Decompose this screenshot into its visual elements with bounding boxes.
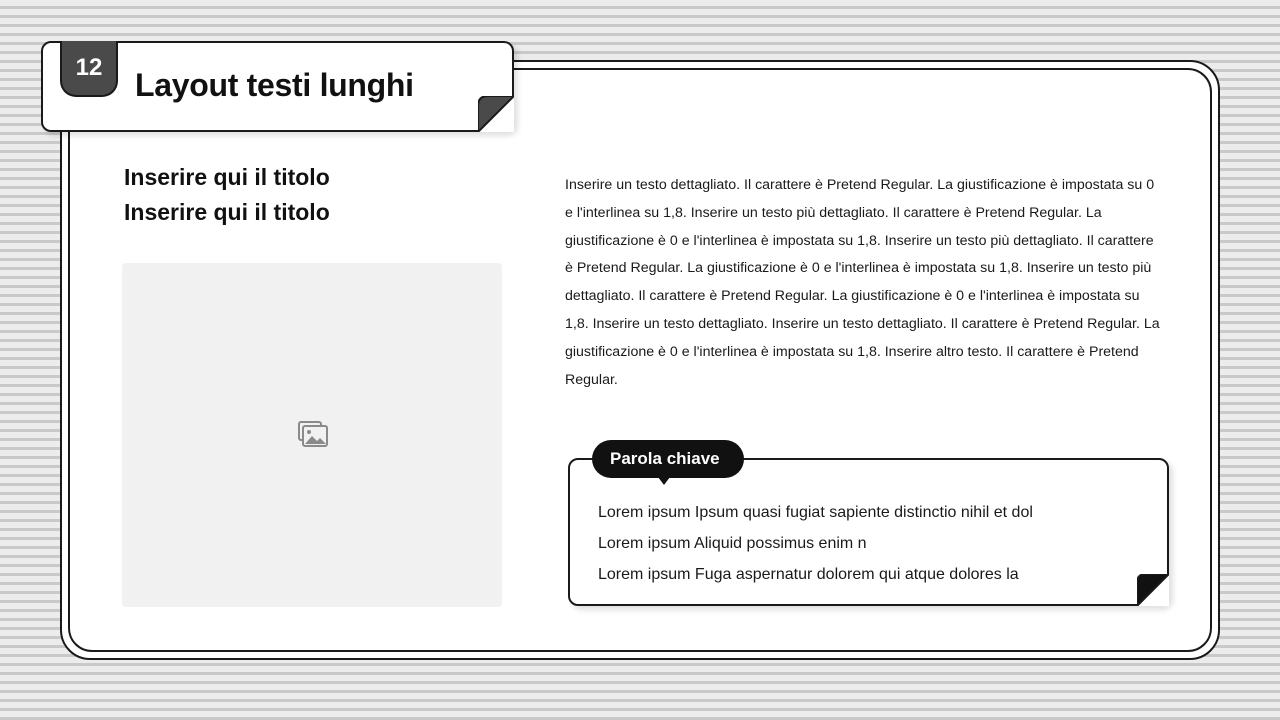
section-heading [124, 160, 330, 230]
keyword-list-item: Lorem ipsum Aliquid possimus enim n [598, 535, 867, 552]
page-number-badge: 12 [60, 41, 118, 97]
keyword-label: Parola chiave [592, 440, 744, 478]
section-heading-line: Inserire qui il titolo [124, 199, 330, 225]
title-tab [41, 41, 514, 132]
keyword-box [568, 449, 1169, 606]
image-placeholder-icon [298, 421, 328, 447]
keyword-list-item: Lorem ipsum Fuga aspernatur dolorem qui atque dolores la [598, 566, 1019, 583]
folded-corner-icon [1137, 574, 1169, 606]
keyword-list [598, 497, 1033, 590]
folded-corner-icon [478, 96, 514, 132]
keyword-list-item: Lorem ipsum Ipsum quasi fugiat sapiente distinctio nihil et dol [598, 504, 1033, 521]
page-title: Layout testi lunghi [135, 67, 414, 103]
body-paragraph: Inserire un testo dettagliato. Il carattere è Pretend Regular. La giustificazione è impostata su 0 e l'interlinea su 1,8. Inserire un testo più dettagliato. Il carattere è Pretend Regular. La giustificazione è 0 e l'interlinea è impostata su 1,8. Inserire un testo più dettagliato. Il carattere è Pretend Regular. La giustificazione è 0 e l'interlinea è impostata su 1,8. Inserire un testo più dettagliato. Il carattere è Pretend Regular. La giustificazione è 0 e l'interlinea è impostata su 1,8. Inserire un testo dettagliato. Inserire un testo dettagliato. Il carattere è Pretend Regular. La giustificazione è 0 e l'interlinea è impostata su 1,8. Inserire altro testo. Il carattere è Pretend Regular. [565, 177, 1160, 388]
image-placeholder[interactable] [122, 263, 502, 607]
section-heading-line: Inserire qui il titolo [124, 164, 330, 190]
